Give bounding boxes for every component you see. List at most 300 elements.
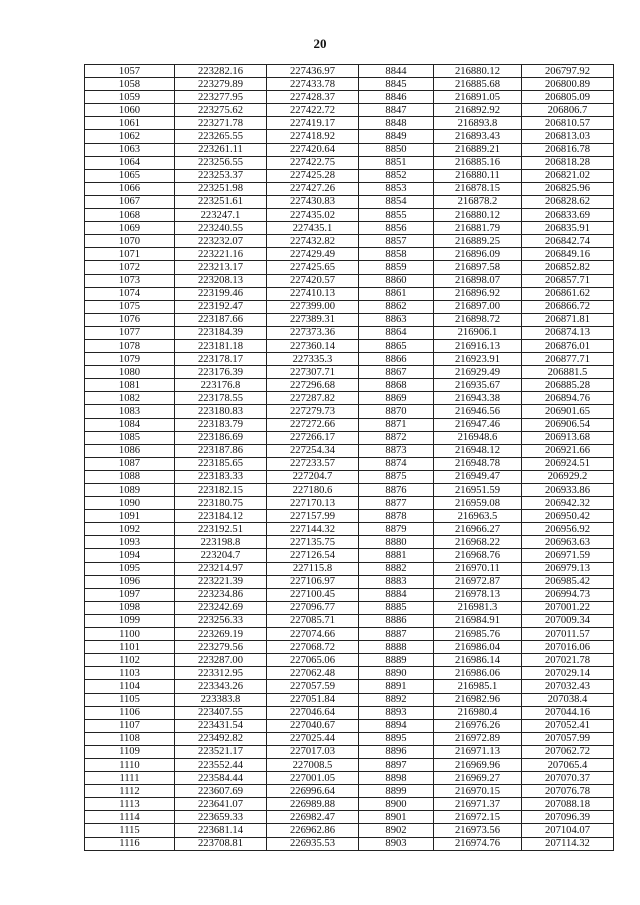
table-cell: 216889.25 [434, 235, 522, 248]
table-cell: 223521.17 [175, 745, 267, 758]
table-cell: 216971.13 [434, 745, 522, 758]
table-cell: 1077 [85, 326, 175, 339]
table-row [85, 824, 614, 837]
table-cell: 207011.57 [522, 628, 614, 641]
table-cell: 1107 [85, 719, 175, 732]
table-cell: 227085.71 [267, 614, 359, 627]
table-cell: 206821.02 [522, 169, 614, 182]
table-cell: 216972.15 [434, 811, 522, 824]
table-cell: 216897.00 [434, 300, 522, 313]
table-cell: 223607.69 [175, 785, 267, 798]
table-cell: 227432.82 [267, 235, 359, 248]
table-cell: 8885 [359, 601, 434, 614]
table-row [85, 353, 614, 366]
table-row [85, 484, 614, 497]
table-row [85, 130, 614, 143]
table-cell: 8876 [359, 484, 434, 497]
table-cell: 207016.06 [522, 641, 614, 654]
table-cell: 227204.7 [267, 470, 359, 483]
table-cell: 216969.96 [434, 758, 522, 771]
table-cell: 1064 [85, 156, 175, 169]
table-cell: 223178.17 [175, 353, 267, 366]
table-cell: 1058 [85, 78, 175, 91]
table-cell: 207038.4 [522, 693, 614, 706]
table-cell: 1062 [85, 130, 175, 143]
table-cell: 227422.75 [267, 156, 359, 169]
table-cell: 8895 [359, 732, 434, 745]
table-cell: 223183.33 [175, 470, 267, 483]
table-cell: 223275.62 [175, 104, 267, 117]
table-row [85, 379, 614, 392]
table-cell: 206979.13 [522, 562, 614, 575]
table-cell: 8900 [359, 798, 434, 811]
table-cell: 223279.56 [175, 641, 267, 654]
table-cell: 216974.76 [434, 837, 522, 850]
table-cell: 207062.72 [522, 745, 614, 758]
table-row [85, 549, 614, 562]
table-cell: 227017.03 [267, 745, 359, 758]
table-cell: 8864 [359, 326, 434, 339]
table-cell: 1097 [85, 588, 175, 601]
table-cell: 8861 [359, 287, 434, 300]
table-cell: 216980.4 [434, 706, 522, 719]
table-cell: 206874.13 [522, 326, 614, 339]
table-row [85, 470, 614, 483]
table-cell: 227360.14 [267, 339, 359, 352]
table-cell: 223232.07 [175, 235, 267, 248]
table-cell: 206881.5 [522, 366, 614, 379]
table-row [85, 758, 614, 771]
table-row [85, 798, 614, 811]
table-cell: 216948.12 [434, 444, 522, 457]
table-cell: 207001.22 [522, 601, 614, 614]
table-cell: 8860 [359, 274, 434, 287]
table-cell: 223681.14 [175, 824, 267, 837]
table-cell: 206924.51 [522, 457, 614, 470]
table-cell: 1061 [85, 117, 175, 130]
table-cell: 206877.71 [522, 353, 614, 366]
table-cell: 216923.91 [434, 353, 522, 366]
table-cell: 1115 [85, 824, 175, 837]
table-cell: 227074.66 [267, 628, 359, 641]
table-cell: 8844 [359, 65, 434, 78]
table-cell: 216972.87 [434, 575, 522, 588]
table-cell: 223180.75 [175, 497, 267, 510]
table-cell: 227068.72 [267, 641, 359, 654]
table-cell: 223176.8 [175, 379, 267, 392]
table-cell: 227430.83 [267, 195, 359, 208]
table-cell: 216893.43 [434, 130, 522, 143]
table-cell: 223287.00 [175, 654, 267, 667]
table-cell: 223186.69 [175, 431, 267, 444]
table-cell: 216891.05 [434, 91, 522, 104]
table-cell: 1066 [85, 182, 175, 195]
table-cell: 206913.68 [522, 431, 614, 444]
table-cell: 227425.28 [267, 169, 359, 182]
table-cell: 1070 [85, 235, 175, 248]
table-cell: 216985.1 [434, 680, 522, 693]
table-cell: 223383.8 [175, 693, 267, 706]
table-cell: 8858 [359, 248, 434, 261]
table-cell: 216929.49 [434, 366, 522, 379]
table-cell: 216897.58 [434, 261, 522, 274]
table-cell: 8897 [359, 758, 434, 771]
table-cell: 227126.54 [267, 549, 359, 562]
table-cell: 8855 [359, 209, 434, 222]
table-cell: 8882 [359, 562, 434, 575]
table-row [85, 732, 614, 745]
table-row [85, 209, 614, 222]
table-cell: 216947.46 [434, 418, 522, 431]
table-row [85, 261, 614, 274]
table-cell: 227096.77 [267, 601, 359, 614]
table-cell: 223192.47 [175, 300, 267, 313]
table-cell: 223277.95 [175, 91, 267, 104]
table-cell: 223187.86 [175, 444, 267, 457]
table-row [85, 300, 614, 313]
table-cell: 207052.41 [522, 719, 614, 732]
table-cell: 216982.96 [434, 693, 522, 706]
table-row [85, 772, 614, 785]
table-cell: 206956.92 [522, 523, 614, 536]
table-cell: 223492.82 [175, 732, 267, 745]
table-cell: 1087 [85, 457, 175, 470]
table-row [85, 641, 614, 654]
table-cell: 223221.16 [175, 248, 267, 261]
table-cell: 223187.66 [175, 313, 267, 326]
table-cell: 1094 [85, 549, 175, 562]
table-cell: 206810.57 [522, 117, 614, 130]
table-cell: 8878 [359, 510, 434, 523]
table-cell: 8867 [359, 366, 434, 379]
table-row [85, 497, 614, 510]
table-cell: 216966.27 [434, 523, 522, 536]
table-cell: 223312.95 [175, 667, 267, 680]
table-cell: 206906.54 [522, 418, 614, 431]
table-row [85, 523, 614, 536]
table-cell: 1065 [85, 169, 175, 182]
table-cell: 8875 [359, 470, 434, 483]
table-cell: 207032.43 [522, 680, 614, 693]
table-cell: 227422.72 [267, 104, 359, 117]
table-cell: 1101 [85, 641, 175, 654]
table-cell: 8850 [359, 143, 434, 156]
table-cell: 1116 [85, 837, 175, 850]
table-cell: 8866 [359, 353, 434, 366]
table-row [85, 143, 614, 156]
table-row [85, 575, 614, 588]
table-row [85, 65, 614, 78]
table-cell: 216949.47 [434, 470, 522, 483]
table-row [85, 235, 614, 248]
table-row [85, 78, 614, 91]
table-cell: 216893.8 [434, 117, 522, 130]
table-cell: 206805.09 [522, 91, 614, 104]
table-row [85, 719, 614, 732]
table-cell: 227233.57 [267, 457, 359, 470]
table-cell: 227287.82 [267, 392, 359, 405]
table-cell: 1096 [85, 575, 175, 588]
table-cell: 227046.64 [267, 706, 359, 719]
table-cell: 227157.99 [267, 510, 359, 523]
table-cell: 207029.14 [522, 667, 614, 680]
table-cell: 216971.37 [434, 798, 522, 811]
table-cell: 216935.67 [434, 379, 522, 392]
table-cell: 227428.37 [267, 91, 359, 104]
table-row [85, 287, 614, 300]
table-cell: 216880.12 [434, 209, 522, 222]
table-row [85, 785, 614, 798]
table-row [85, 444, 614, 457]
table-cell: 223180.83 [175, 405, 267, 418]
table-cell: 227389.31 [267, 313, 359, 326]
table-cell: 8852 [359, 169, 434, 182]
table-cell: 223213.17 [175, 261, 267, 274]
table-cell: 223192.51 [175, 523, 267, 536]
table-cell: 226996.64 [267, 785, 359, 798]
table-cell: 227106.97 [267, 575, 359, 588]
table-cell: 8846 [359, 91, 434, 104]
table-cell: 223253.37 [175, 169, 267, 182]
table-cell: 206929.2 [522, 470, 614, 483]
table-cell: 8848 [359, 117, 434, 130]
table-cell: 223641.07 [175, 798, 267, 811]
table-cell: 8884 [359, 588, 434, 601]
table-cell: 1068 [85, 209, 175, 222]
table-cell: 206885.28 [522, 379, 614, 392]
table-row [85, 182, 614, 195]
table-cell: 1057 [85, 65, 175, 78]
table-cell: 226935.53 [267, 837, 359, 850]
table-cell: 8890 [359, 667, 434, 680]
table-cell: 1104 [85, 680, 175, 693]
table-cell: 227433.78 [267, 78, 359, 91]
table-cell: 206842.74 [522, 235, 614, 248]
table-cell: 206806.7 [522, 104, 614, 117]
table-cell: 223251.61 [175, 195, 267, 208]
table-cell: 227001.05 [267, 772, 359, 785]
table-cell: 216948.6 [434, 431, 522, 444]
table-cell: 223183.79 [175, 418, 267, 431]
table-row [85, 91, 614, 104]
table-cell: 226982.47 [267, 811, 359, 824]
table-cell: 206816.78 [522, 143, 614, 156]
table-cell: 1075 [85, 300, 175, 313]
table-cell: 1079 [85, 353, 175, 366]
table-row [85, 313, 614, 326]
table-cell: 227399.00 [267, 300, 359, 313]
table-cell: 1089 [85, 484, 175, 497]
table-cell: 216898.07 [434, 274, 522, 287]
table-cell: 207088.18 [522, 798, 614, 811]
table-row [85, 562, 614, 575]
table-cell: 8899 [359, 785, 434, 798]
table-cell: 1085 [85, 431, 175, 444]
table-cell: 206833.69 [522, 209, 614, 222]
table-cell: 223247.1 [175, 209, 267, 222]
table-cell: 223240.55 [175, 222, 267, 235]
table-cell: 223708.81 [175, 837, 267, 850]
table-cell: 206861.62 [522, 287, 614, 300]
table-row [85, 614, 614, 627]
table-row [85, 405, 614, 418]
table-cell: 206852.82 [522, 261, 614, 274]
table-row [85, 366, 614, 379]
table-cell: 1084 [85, 418, 175, 431]
table-cell: 207114.32 [522, 837, 614, 850]
table-cell: 8880 [359, 536, 434, 549]
table-cell: 1114 [85, 811, 175, 824]
table-cell: 8877 [359, 497, 434, 510]
table-cell: 1111 [85, 772, 175, 785]
table-cell: 8854 [359, 195, 434, 208]
table-cell: 206994.73 [522, 588, 614, 601]
table-cell: 223269.19 [175, 628, 267, 641]
table-cell: 223178.55 [175, 392, 267, 405]
table-row [85, 104, 614, 117]
table-cell: 1091 [85, 510, 175, 523]
table-row [85, 326, 614, 339]
table-cell: 216976.26 [434, 719, 522, 732]
table-cell: 207021.78 [522, 654, 614, 667]
table-row [85, 248, 614, 261]
table-cell: 207076.78 [522, 785, 614, 798]
table-cell: 223221.39 [175, 575, 267, 588]
table-cell: 227279.73 [267, 405, 359, 418]
table-cell: 227418.92 [267, 130, 359, 143]
table-cell: 216880.12 [434, 65, 522, 78]
coordinates-table-body [85, 65, 614, 851]
table-row [85, 117, 614, 130]
table-cell: 8869 [359, 392, 434, 405]
table-cell: 8862 [359, 300, 434, 313]
table-cell: 223407.55 [175, 706, 267, 719]
table-cell: 216968.22 [434, 536, 522, 549]
table-cell: 216943.38 [434, 392, 522, 405]
table-cell: 223271.78 [175, 117, 267, 130]
table-cell: 227425.65 [267, 261, 359, 274]
table-cell: 223659.33 [175, 811, 267, 824]
table-cell: 8873 [359, 444, 434, 457]
table-cell: 8901 [359, 811, 434, 824]
table-row [85, 706, 614, 719]
table-cell: 1069 [85, 222, 175, 235]
table-cell: 8887 [359, 628, 434, 641]
table-cell: 206921.66 [522, 444, 614, 457]
table-cell: 216986.14 [434, 654, 522, 667]
table-cell: 216986.04 [434, 641, 522, 654]
table-cell: 1099 [85, 614, 175, 627]
table-cell: 8871 [359, 418, 434, 431]
table-cell: 1081 [85, 379, 175, 392]
table-cell: 206797.92 [522, 65, 614, 78]
table-cell: 8896 [359, 745, 434, 758]
table-cell: 207057.99 [522, 732, 614, 745]
table-cell: 227296.68 [267, 379, 359, 392]
table-cell: 223282.16 [175, 65, 267, 78]
table-cell: 227254.34 [267, 444, 359, 457]
table-cell: 8856 [359, 222, 434, 235]
table-cell: 216972.89 [434, 732, 522, 745]
table-cell: 1059 [85, 91, 175, 104]
table-cell: 227427.26 [267, 182, 359, 195]
table-cell: 1098 [85, 601, 175, 614]
table-cell: 8893 [359, 706, 434, 719]
table-cell: 1090 [85, 497, 175, 510]
table-cell: 1072 [85, 261, 175, 274]
table-cell: 1112 [85, 785, 175, 798]
table-cell: 223176.39 [175, 366, 267, 379]
table-row [85, 169, 614, 182]
table-cell: 227435.1 [267, 222, 359, 235]
table-cell: 216885.16 [434, 156, 522, 169]
table-cell: 223199.46 [175, 287, 267, 300]
table-cell: 216986.06 [434, 667, 522, 680]
table-cell: 8853 [359, 182, 434, 195]
table-cell: 1060 [85, 104, 175, 117]
table-cell: 216878.15 [434, 182, 522, 195]
coordinates-table [84, 64, 614, 851]
table-cell: 206942.32 [522, 497, 614, 510]
table-cell: 207070.37 [522, 772, 614, 785]
table-row [85, 628, 614, 641]
table-cell: 1106 [85, 706, 175, 719]
table-cell: 8859 [359, 261, 434, 274]
table-cell: 227373.36 [267, 326, 359, 339]
table-cell: 223182.15 [175, 484, 267, 497]
table-cell: 227420.64 [267, 143, 359, 156]
table-cell: 1071 [85, 248, 175, 261]
table-cell: 227419.17 [267, 117, 359, 130]
table-row [85, 680, 614, 693]
table-cell: 8879 [359, 523, 434, 536]
table-row [85, 693, 614, 706]
table-cell: 227410.13 [267, 287, 359, 300]
table-cell: 206849.16 [522, 248, 614, 261]
table-cell: 1067 [85, 195, 175, 208]
table-row [85, 667, 614, 680]
table-cell: 227008.5 [267, 758, 359, 771]
table-cell: 223242.69 [175, 601, 267, 614]
table-cell: 223584.44 [175, 772, 267, 785]
table-cell: 8872 [359, 431, 434, 444]
table-cell: 216881.79 [434, 222, 522, 235]
table-cell: 8888 [359, 641, 434, 654]
table-cell: 8870 [359, 405, 434, 418]
table-cell: 216946.56 [434, 405, 522, 418]
table-cell: 1073 [85, 274, 175, 287]
table-cell: 1110 [85, 758, 175, 771]
table-cell: 1093 [85, 536, 175, 549]
table-cell: 223431.54 [175, 719, 267, 732]
table-cell: 8874 [359, 457, 434, 470]
table-cell: 227170.13 [267, 497, 359, 510]
table-row [85, 811, 614, 824]
table-row [85, 536, 614, 549]
table-cell: 227065.06 [267, 654, 359, 667]
table-cell: 8894 [359, 719, 434, 732]
table-cell: 227057.59 [267, 680, 359, 693]
table-cell: 227144.32 [267, 523, 359, 536]
table-cell: 216951.59 [434, 484, 522, 497]
table-cell: 216898.72 [434, 313, 522, 326]
table-cell: 207104.07 [522, 824, 614, 837]
table-cell: 8903 [359, 837, 434, 850]
table-row [85, 222, 614, 235]
table-row [85, 156, 614, 169]
table-cell: 223279.89 [175, 78, 267, 91]
table-cell: 207065.4 [522, 758, 614, 771]
